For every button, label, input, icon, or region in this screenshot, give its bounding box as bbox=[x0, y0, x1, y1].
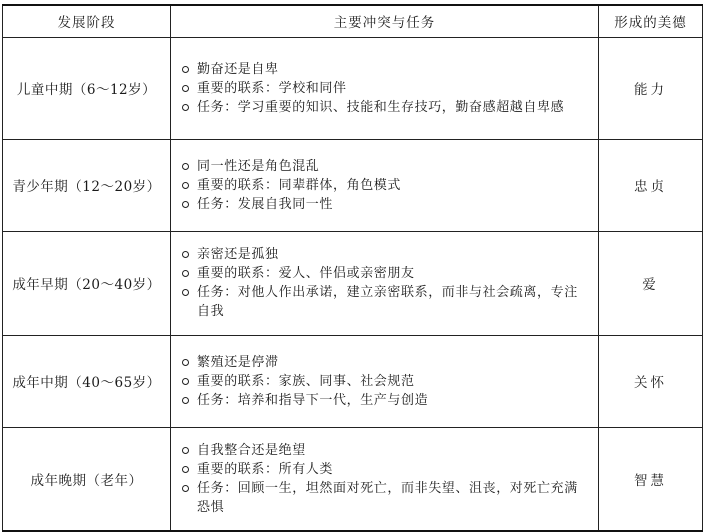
list-item-text: 任务：学习重要的知识、技能和生存技巧，勤奋感超越自卑感 bbox=[197, 99, 565, 115]
list-item bbox=[181, 176, 580, 195]
bullet-icon bbox=[182, 378, 189, 385]
task-list bbox=[171, 157, 598, 214]
stage-cell: 青少年期（12～20岁） bbox=[3, 139, 171, 231]
list-item bbox=[181, 460, 580, 479]
list-item bbox=[181, 479, 580, 517]
bullet-icon bbox=[182, 447, 189, 454]
header-tasks: 主要冲突与任务 bbox=[171, 5, 599, 37]
list-item bbox=[181, 372, 580, 391]
bullet-icon bbox=[182, 66, 189, 73]
table-header-row bbox=[3, 5, 703, 37]
list-item-text: 自我整合还是绝望 bbox=[197, 442, 306, 458]
list-item bbox=[181, 441, 580, 460]
virtue-cell: 关怀 bbox=[599, 335, 703, 427]
bullet-icon bbox=[182, 201, 189, 208]
table-row bbox=[3, 139, 703, 231]
list-item-text: 重要的联系：爱人、伴侣或亲密朋友 bbox=[197, 266, 415, 281]
virtue-cell: 智慧 bbox=[599, 427, 703, 531]
list-item-text: 任务：培养和指导下一代，生产与创造 bbox=[197, 392, 429, 408]
bullet-icon bbox=[182, 485, 189, 492]
virtue-cell: 忠贞 bbox=[599, 139, 703, 231]
table-row bbox=[3, 37, 703, 139]
bullet-icon bbox=[182, 270, 189, 277]
tasks-cell bbox=[171, 37, 599, 139]
bullet-icon bbox=[182, 466, 189, 473]
list-item bbox=[181, 264, 580, 283]
stage-cell: 儿童中期（6～12岁） bbox=[3, 37, 171, 139]
list-item-text: 亲密还是孤独 bbox=[197, 247, 279, 262]
tasks-cell bbox=[171, 139, 599, 231]
list-item bbox=[181, 98, 580, 117]
list-item-text: 任务：对他人作出承诺，建立亲密联系，而非与社会疏离，专注自我 bbox=[197, 285, 578, 319]
table-row bbox=[3, 335, 703, 427]
table-row bbox=[3, 231, 703, 335]
list-item-text: 繁殖还是停滞 bbox=[197, 354, 279, 370]
task-list bbox=[171, 353, 598, 410]
bullet-icon bbox=[182, 289, 189, 296]
bullet-icon bbox=[182, 397, 189, 404]
virtue-cell: 能力 bbox=[599, 37, 703, 139]
list-item bbox=[181, 60, 580, 79]
list-item-text: 勤奋还是自卑 bbox=[197, 61, 279, 77]
stage-cell: 成年早期（20～40岁） bbox=[3, 231, 171, 335]
header-virtue: 形成的美德 bbox=[599, 5, 703, 37]
task-list bbox=[171, 441, 598, 517]
list-item bbox=[181, 157, 580, 176]
task-list bbox=[171, 245, 598, 321]
list-item bbox=[181, 195, 580, 214]
list-item-text: 任务：发展自我同一性 bbox=[197, 196, 334, 212]
stage-cell: 成年中期（40～65岁） bbox=[3, 335, 171, 427]
task-list bbox=[171, 60, 598, 117]
stage-cell: 成年晚期（老年） bbox=[3, 427, 171, 531]
list-item bbox=[181, 391, 580, 410]
list-item-text: 重要的联系：同辈群体，角色模式 bbox=[197, 177, 402, 193]
bullet-icon bbox=[182, 104, 189, 111]
tasks-cell bbox=[171, 427, 599, 531]
bullet-icon bbox=[182, 163, 189, 170]
tasks-cell bbox=[171, 335, 599, 427]
list-item-text: 重要的联系：所有人类 bbox=[197, 461, 334, 477]
bullet-icon bbox=[182, 251, 189, 258]
development-stages-table bbox=[2, 4, 703, 532]
list-item bbox=[181, 245, 580, 264]
tasks-cell bbox=[171, 231, 599, 335]
bullet-icon bbox=[182, 359, 189, 366]
list-item-text: 同一性还是角色混乱 bbox=[197, 158, 320, 174]
list-item-text: 重要的联系：学校和同伴 bbox=[197, 80, 347, 96]
virtue-cell: 爱 bbox=[599, 231, 703, 335]
list-item-text: 任务：回顾一生，坦然面对死亡，而非失望、沮丧，对死亡充满恐惧 bbox=[197, 480, 578, 515]
list-item-text: 重要的联系：家族、同事、社会规范 bbox=[197, 373, 415, 389]
list-item bbox=[181, 283, 580, 321]
list-item bbox=[181, 353, 580, 372]
header-stage: 发展阶段 bbox=[3, 5, 171, 37]
bullet-icon bbox=[182, 182, 189, 189]
list-item bbox=[181, 79, 580, 98]
bullet-icon bbox=[182, 85, 189, 92]
table-row bbox=[3, 427, 703, 531]
